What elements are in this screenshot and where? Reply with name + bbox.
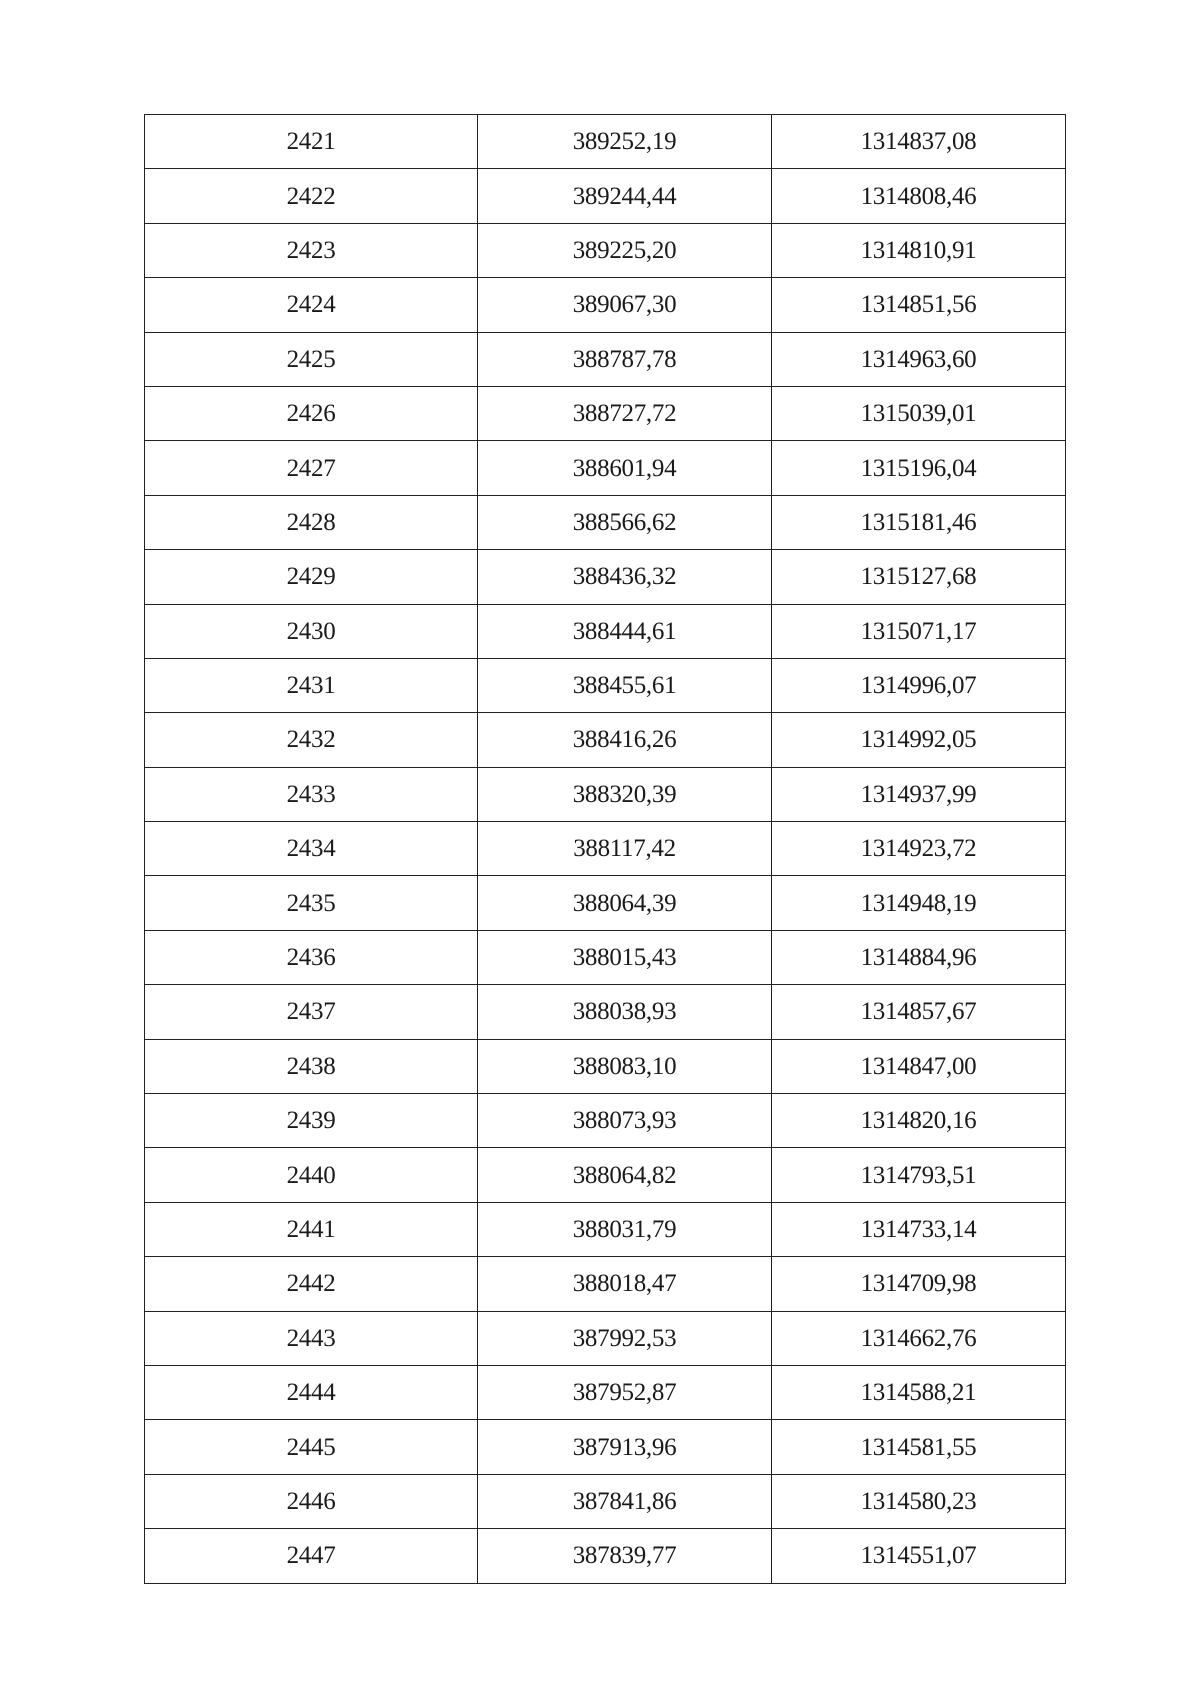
table-row (145, 1529, 1066, 1583)
y-coordinate-cell: 1315196,04 (772, 441, 1066, 495)
table-row (145, 1039, 1066, 1093)
x-coordinate-cell: 388038,93 (478, 985, 772, 1039)
y-coordinate-cell: 1314992,05 (772, 713, 1066, 767)
y-coordinate-cell: 1315181,46 (772, 495, 1066, 549)
y-coordinate-cell: 1314937,99 (772, 767, 1066, 821)
point-number-cell: 2421 (145, 115, 478, 169)
table-row (145, 604, 1066, 658)
point-number-cell: 2437 (145, 985, 478, 1039)
point-number-cell: 2433 (145, 767, 478, 821)
point-number-cell: 2431 (145, 658, 478, 712)
y-coordinate-cell: 1314996,07 (772, 658, 1066, 712)
table-row (145, 822, 1066, 876)
table-row (145, 767, 1066, 821)
table-row (145, 550, 1066, 604)
y-coordinate-cell: 1314551,07 (772, 1529, 1066, 1583)
x-coordinate-cell: 388064,82 (478, 1148, 772, 1202)
y-coordinate-cell: 1315127,68 (772, 550, 1066, 604)
point-number-cell: 2422 (145, 169, 478, 223)
y-coordinate-cell: 1314810,91 (772, 223, 1066, 277)
table-row (145, 1202, 1066, 1256)
table-row (145, 169, 1066, 223)
point-number-cell: 2428 (145, 495, 478, 549)
x-coordinate-cell: 388018,47 (478, 1257, 772, 1311)
y-coordinate-cell: 1314662,76 (772, 1311, 1066, 1365)
y-coordinate-cell: 1314857,67 (772, 985, 1066, 1039)
point-number-cell: 2435 (145, 876, 478, 930)
x-coordinate-cell: 388064,39 (478, 876, 772, 930)
y-coordinate-cell: 1314820,16 (772, 1094, 1066, 1148)
point-number-cell: 2439 (145, 1094, 478, 1148)
table-row (145, 876, 1066, 930)
y-coordinate-cell: 1314948,19 (772, 876, 1066, 930)
x-coordinate-cell: 388031,79 (478, 1202, 772, 1256)
x-coordinate-cell: 389225,20 (478, 223, 772, 277)
point-number-cell: 2447 (145, 1529, 478, 1583)
x-coordinate-cell: 388436,32 (478, 550, 772, 604)
table-row (145, 223, 1066, 277)
table-row (145, 658, 1066, 712)
y-coordinate-cell: 1314851,56 (772, 278, 1066, 332)
table-row (145, 386, 1066, 440)
point-number-cell: 2445 (145, 1420, 478, 1474)
point-number-cell: 2427 (145, 441, 478, 495)
point-number-cell: 2434 (145, 822, 478, 876)
x-coordinate-cell: 387952,87 (478, 1365, 772, 1419)
y-coordinate-cell: 1314793,51 (772, 1148, 1066, 1202)
table-row (145, 985, 1066, 1039)
y-coordinate-cell: 1314808,46 (772, 169, 1066, 223)
table-row (145, 1257, 1066, 1311)
x-coordinate-cell: 388015,43 (478, 930, 772, 984)
table-row (145, 1420, 1066, 1474)
table-row (145, 713, 1066, 767)
y-coordinate-cell: 1314580,23 (772, 1474, 1066, 1528)
x-coordinate-cell: 387841,86 (478, 1474, 772, 1528)
y-coordinate-cell: 1314837,08 (772, 115, 1066, 169)
x-coordinate-cell: 387913,96 (478, 1420, 772, 1474)
y-coordinate-cell: 1314847,00 (772, 1039, 1066, 1093)
point-number-cell: 2424 (145, 278, 478, 332)
point-number-cell: 2443 (145, 1311, 478, 1365)
y-coordinate-cell: 1314581,55 (772, 1420, 1066, 1474)
x-coordinate-cell: 389067,30 (478, 278, 772, 332)
table-row (145, 495, 1066, 549)
coordinates-table-body (145, 115, 1066, 1584)
table-row (145, 1094, 1066, 1148)
coordinates-table (144, 114, 1066, 1584)
point-number-cell: 2436 (145, 930, 478, 984)
y-coordinate-cell: 1314884,96 (772, 930, 1066, 984)
table-row (145, 441, 1066, 495)
point-number-cell: 2430 (145, 604, 478, 658)
table-row (145, 1365, 1066, 1419)
x-coordinate-cell: 388566,62 (478, 495, 772, 549)
y-coordinate-cell: 1314963,60 (772, 332, 1066, 386)
point-number-cell: 2442 (145, 1257, 478, 1311)
point-number-cell: 2444 (145, 1365, 478, 1419)
x-coordinate-cell: 389244,44 (478, 169, 772, 223)
point-number-cell: 2432 (145, 713, 478, 767)
point-number-cell: 2441 (145, 1202, 478, 1256)
x-coordinate-cell: 388117,42 (478, 822, 772, 876)
y-coordinate-cell: 1314733,14 (772, 1202, 1066, 1256)
y-coordinate-cell: 1314923,72 (772, 822, 1066, 876)
table-row (145, 930, 1066, 984)
point-number-cell: 2429 (145, 550, 478, 604)
point-number-cell: 2438 (145, 1039, 478, 1093)
point-number-cell: 2423 (145, 223, 478, 277)
point-number-cell: 2426 (145, 386, 478, 440)
table-row (145, 1474, 1066, 1528)
x-coordinate-cell: 388787,78 (478, 332, 772, 386)
x-coordinate-cell: 388455,61 (478, 658, 772, 712)
x-coordinate-cell: 388601,94 (478, 441, 772, 495)
x-coordinate-cell: 388320,39 (478, 767, 772, 821)
y-coordinate-cell: 1314588,21 (772, 1365, 1066, 1419)
x-coordinate-cell: 388416,26 (478, 713, 772, 767)
table-row (145, 115, 1066, 169)
point-number-cell: 2425 (145, 332, 478, 386)
y-coordinate-cell: 1314709,98 (772, 1257, 1066, 1311)
y-coordinate-cell: 1315071,17 (772, 604, 1066, 658)
point-number-cell: 2440 (145, 1148, 478, 1202)
y-coordinate-cell: 1315039,01 (772, 386, 1066, 440)
x-coordinate-cell: 389252,19 (478, 115, 772, 169)
x-coordinate-cell: 388727,72 (478, 386, 772, 440)
x-coordinate-cell: 388083,10 (478, 1039, 772, 1093)
table-row (145, 278, 1066, 332)
x-coordinate-cell: 388444,61 (478, 604, 772, 658)
table-row (145, 1148, 1066, 1202)
x-coordinate-cell: 388073,93 (478, 1094, 772, 1148)
table-row (145, 1311, 1066, 1365)
point-number-cell: 2446 (145, 1474, 478, 1528)
x-coordinate-cell: 387992,53 (478, 1311, 772, 1365)
table-row (145, 332, 1066, 386)
x-coordinate-cell: 387839,77 (478, 1529, 772, 1583)
